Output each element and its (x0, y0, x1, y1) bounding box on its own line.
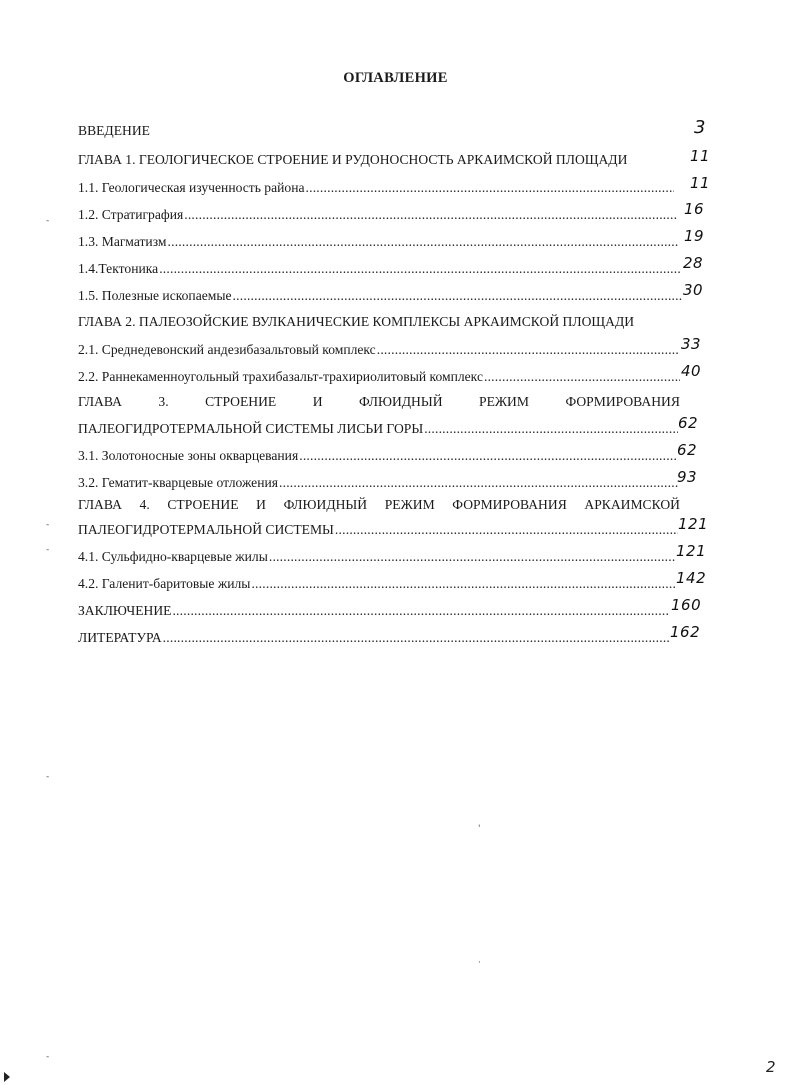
toc-page-number: 121 (676, 542, 707, 560)
toc-leader (279, 475, 678, 491)
toc-leader (159, 261, 682, 277)
toc-page-number: 162 (670, 623, 701, 641)
toc-word: 3. (158, 394, 169, 409)
toc-entry-label: ГЛАВА 1. ГЕОЛОГИЧЕСКОЕ СТРОЕНИЕ И РУДОНОСНОСТЬ АРКАИМСКОЙ ПЛОЩАДИ (78, 152, 628, 167)
toc-entry-2-1 (78, 342, 680, 358)
toc-entry-introduction (78, 123, 680, 139)
toc-word: ФЛЮИДНЫЙ (283, 497, 368, 512)
toc-page-number: 16 (684, 200, 705, 218)
scan-speck: - (46, 772, 50, 782)
toc-page-number: 28 (683, 254, 704, 272)
toc-entry-chapter-2 (78, 314, 680, 330)
toc-word: СТРОЕНИЕ (205, 394, 277, 409)
toc-word: РЕЖИМ (384, 497, 435, 512)
toc-entry-4-2 (78, 576, 676, 592)
toc-page-number: 121 (678, 515, 709, 533)
toc-word: ГЛАВА (78, 497, 122, 512)
toc-entry-label: 4.1. Сульфидно-кварцевые жилы (78, 549, 268, 564)
toc-leader (299, 448, 678, 464)
toc-page-number: 19 (684, 227, 705, 245)
toc-entry-label: 1.4.Тектоника (78, 261, 159, 276)
toc-entry-chapter-1 (78, 152, 680, 168)
toc-leader (269, 549, 676, 565)
toc-entry-conclusion (78, 603, 670, 619)
scan-speck: - (46, 216, 50, 226)
toc-page-number: 62 (678, 414, 699, 432)
toc-page-number: 3 (694, 117, 706, 138)
toc-word: ФОРМИРОВАНИЯ (565, 394, 680, 409)
sheet-number: 2 (766, 1058, 776, 1076)
toc-entry-chapter-4 (78, 497, 680, 513)
toc-entry-label: 3.1. Золотоносные зоны окварцевания (78, 448, 299, 463)
toc-word: ФОРМИРОВАНИЯ (452, 497, 567, 512)
toc-page-number: 93 (677, 468, 698, 486)
toc-word: И (312, 394, 323, 409)
toc-entry-label: ПАЛЕОГИДРОТЕРМАЛЬНОЙ СИСТЕМЫ (78, 522, 334, 537)
toc-entry-1-2 (78, 207, 678, 223)
toc-entry-3-1 (78, 448, 678, 464)
toc-entry-1-3 (78, 234, 678, 250)
toc-word: И (256, 497, 266, 512)
toc-page-number: 40 (681, 362, 702, 380)
toc-entry-label: ЛИТЕРАТУРА (78, 630, 162, 645)
scan-speck: · (478, 958, 481, 968)
scan-speck: - (46, 545, 50, 555)
toc-word: 4. (139, 497, 150, 512)
toc-entry-label: ПАЛЕОГИДРОТЕРМАЛЬНОЙ СИСТЕМЫ ЛИСЬИ ГОРЫ (78, 421, 424, 436)
toc-page-number: 11 (690, 174, 711, 192)
toc-word: ГЛАВА (78, 394, 122, 409)
toc-leader (424, 421, 678, 437)
toc-entry-4-1 (78, 549, 676, 565)
toc-leader (168, 234, 679, 250)
toc-leader (377, 342, 680, 358)
toc-entry-chapter-3 (78, 394, 680, 410)
toc-page-number: 11 (690, 147, 711, 165)
toc-entry-label: 2.1. Среднедевонский андезибазальтовый комплекс (78, 342, 376, 357)
toc-entry-references (78, 630, 670, 646)
toc-entry-chapter-4-cont (78, 522, 678, 538)
toc-leader (251, 576, 676, 592)
toc-entry-label: 3.2. Гематит-кварцевые отложения (78, 475, 278, 490)
toc-entry-label: 1.5. Полезные ископаемые (78, 288, 232, 303)
scan-arrow-mark (4, 1072, 10, 1082)
toc-leader (172, 603, 670, 619)
scan-speck: - (46, 520, 50, 530)
toc-page-number: 33 (681, 335, 702, 353)
toc-entry-label: ВВЕДЕНИЕ (78, 123, 150, 138)
toc-entry-label: 1.1. Геологическая изученность района (78, 180, 305, 195)
toc-leader (233, 288, 682, 304)
toc-word: РЕЖИМ (479, 394, 529, 409)
toc-entry-label: ГЛАВА 2. ПАЛЕОЗОЙСКИЕ ВУЛКАНИЧЕСКИЕ КОМПЛЕКСЫ АРКАИМСКОЙ ПЛОЩАДИ (78, 314, 635, 329)
toc-entry-1-4 (78, 261, 682, 277)
toc-page-number: 62 (677, 441, 698, 459)
toc-word: ФЛЮИДНЫЙ (359, 394, 443, 409)
toc-leader (484, 369, 680, 385)
toc-page-number: 160 (671, 596, 702, 614)
toc-word: АРКАИМСКОЙ (584, 497, 680, 512)
toc-leader (306, 180, 674, 196)
toc-entry-label: 4.2. Галенит-баритовые жилы (78, 576, 251, 591)
toc-page-number: 142 (676, 569, 707, 587)
toc-entry-label: ЗАКЛЮЧЕНИЕ (78, 603, 172, 618)
toc-entry-label: 1.2. Стратиграфия (78, 207, 184, 222)
toc-page-number: 30 (683, 281, 704, 299)
toc-leader (335, 522, 678, 538)
toc-entry-2-2 (78, 369, 680, 385)
toc-entry-chapter-3-cont (78, 421, 678, 437)
toc-entry-label: 1.3. Магматизм (78, 234, 167, 249)
toc-word: СТРОЕНИЕ (167, 497, 239, 512)
scan-speck: - (46, 1052, 50, 1062)
scan-speck: ' (478, 824, 481, 834)
toc-leader (163, 630, 670, 646)
toc-entry-1-1 (78, 180, 674, 196)
toc-leader (184, 207, 678, 223)
toc-entry-label: 2.2. Раннекаменноугольный трахибазальт-трахириолитовый комплекс (78, 369, 483, 384)
toc-entry-3-2 (78, 475, 678, 491)
toc-entry-1-5 (78, 288, 682, 304)
page-title: ОГЛАВЛЕНИЕ (343, 70, 448, 86)
